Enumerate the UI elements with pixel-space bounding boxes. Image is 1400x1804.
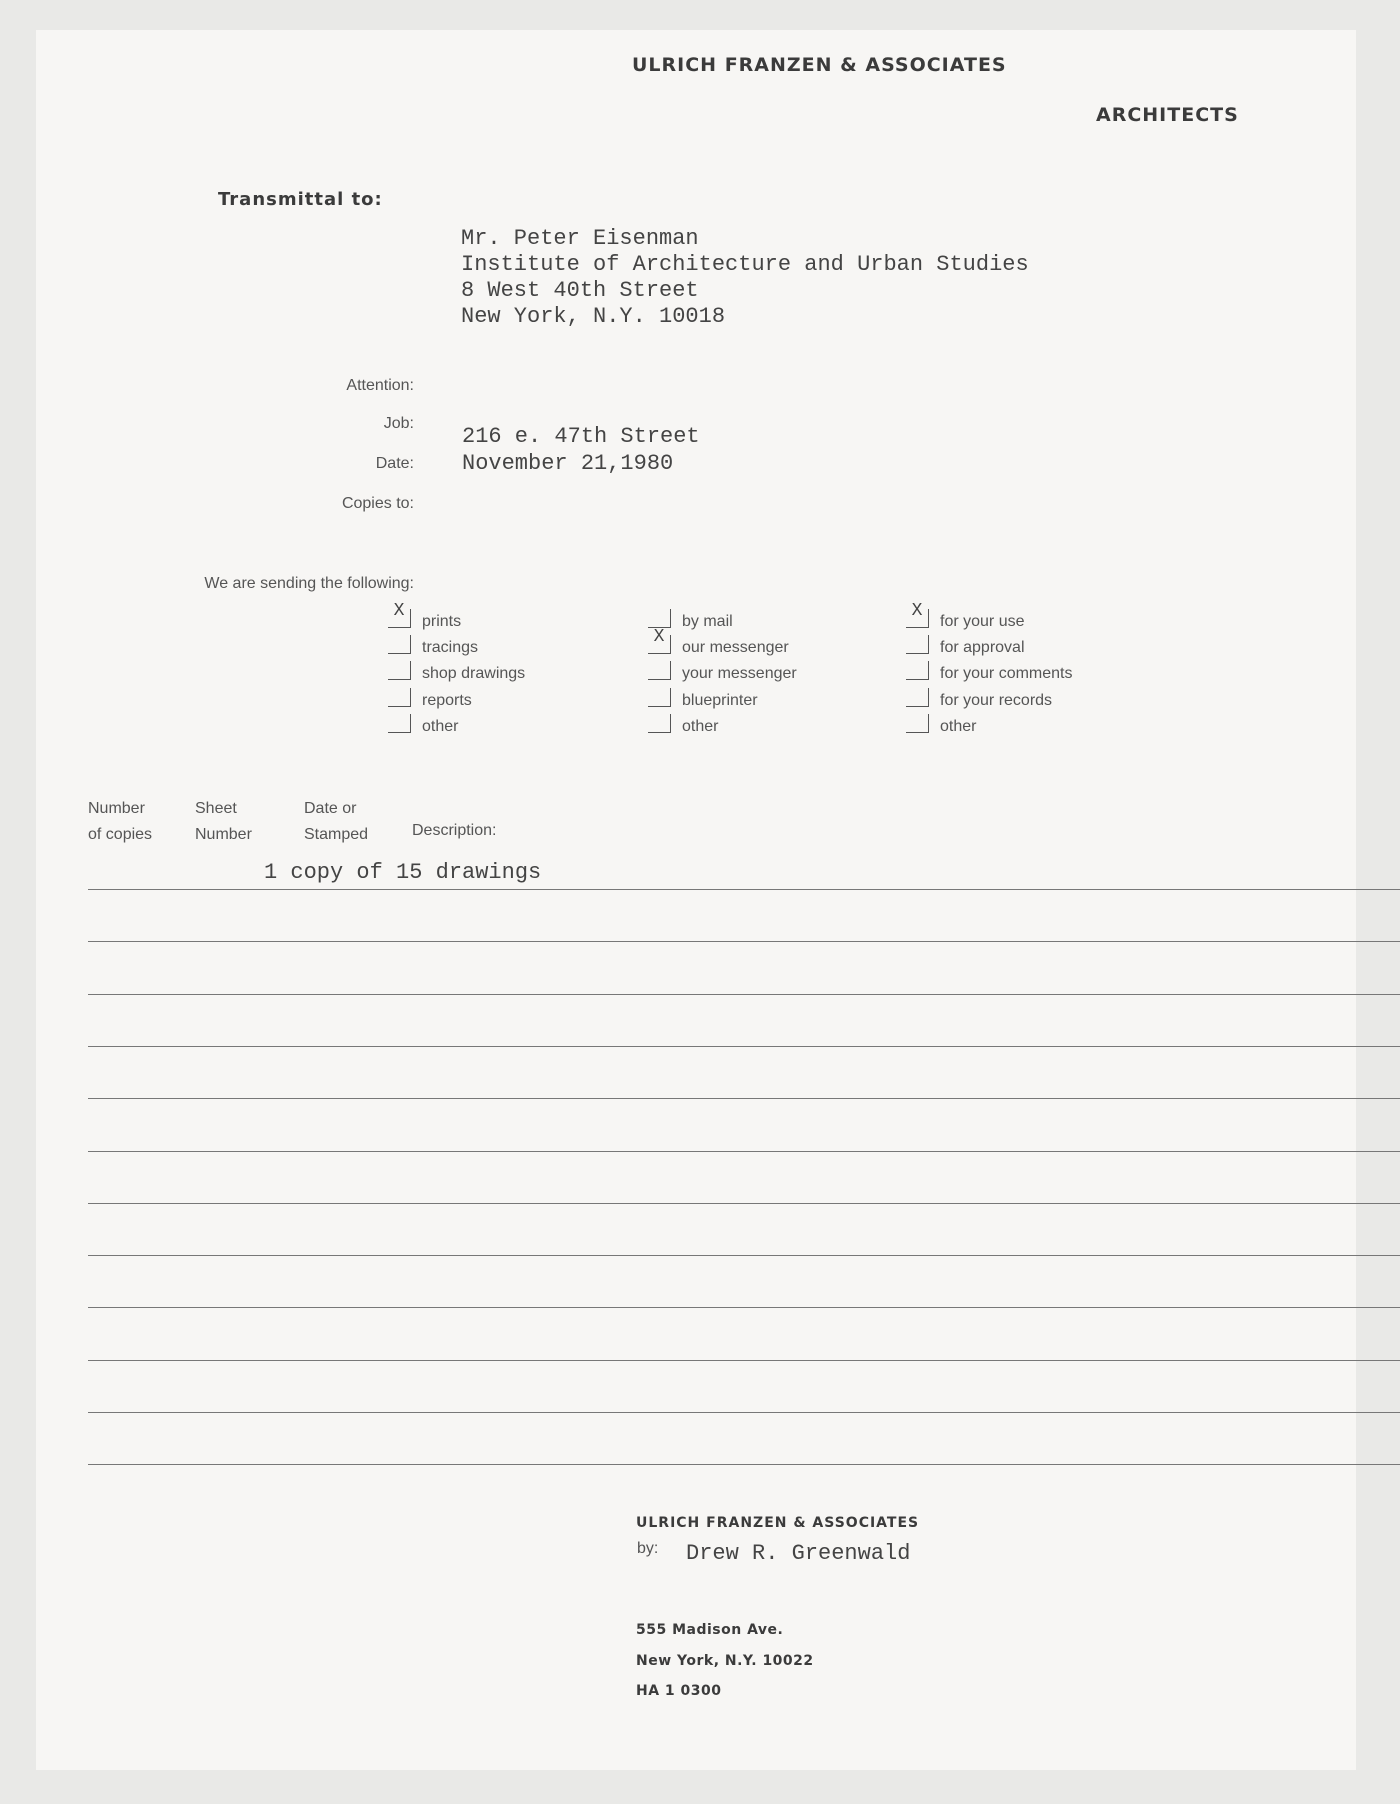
checkbox-mark: X bbox=[653, 627, 665, 647]
address-line: Institute of Architecture and Urban Studies bbox=[461, 252, 1029, 277]
attention-label: Attention: bbox=[346, 377, 414, 394]
ruled-line bbox=[416, 1307, 1400, 1308]
checkbox[interactable] bbox=[906, 714, 929, 733]
address-line: 8 West 40th Street bbox=[461, 278, 699, 303]
checkbox-label: your messenger bbox=[682, 665, 797, 682]
checkbox-label: other bbox=[422, 718, 459, 735]
header-number-of-copies bbox=[88, 796, 152, 848]
ruled-line bbox=[416, 1151, 1400, 1152]
checkbox[interactable] bbox=[906, 688, 929, 707]
checkbox[interactable] bbox=[388, 688, 411, 707]
header-description: Description: bbox=[412, 822, 497, 839]
ruled-line bbox=[416, 1412, 1400, 1413]
checkbox-label: other bbox=[682, 718, 719, 735]
footer-phone: HA 1 0300 bbox=[636, 1683, 722, 1699]
footer-address1: 555 Madison Ave. bbox=[636, 1622, 784, 1638]
profession-header: ARCHITECTS bbox=[1096, 104, 1239, 126]
signature-firm: ULRICH FRANZEN & ASSOCIATES bbox=[636, 1515, 920, 1531]
checkbox-label: tracings bbox=[422, 639, 479, 656]
checkbox-label: other bbox=[940, 718, 977, 735]
checkbox-label: for your use bbox=[940, 613, 1025, 630]
ruled-line bbox=[416, 889, 1400, 890]
firm-name-header: ULRICH FRANZEN & ASSOCIATES bbox=[632, 54, 1007, 76]
checkbox[interactable] bbox=[648, 609, 671, 628]
first-row-text: 1 copy of 15 drawings bbox=[264, 860, 542, 885]
ruled-line bbox=[416, 994, 1400, 995]
checkbox-label: for your comments bbox=[940, 665, 1073, 682]
checkbox-mark: X bbox=[911, 601, 923, 621]
checkbox[interactable] bbox=[388, 661, 411, 680]
checkbox-label: by mail bbox=[682, 613, 733, 630]
document-sheet bbox=[36, 30, 1356, 1770]
checkbox-label: blueprinter bbox=[682, 692, 758, 709]
header-text: Number bbox=[195, 826, 252, 843]
header-sheet-number bbox=[195, 796, 252, 848]
checkbox[interactable] bbox=[648, 688, 671, 707]
date-label: Date: bbox=[375, 455, 414, 472]
checkbox-label: prints bbox=[422, 613, 462, 630]
header-text: Stamped bbox=[304, 826, 369, 843]
header-text: Number bbox=[88, 800, 145, 817]
checkbox[interactable] bbox=[388, 714, 411, 733]
job-label: Job: bbox=[383, 415, 414, 432]
header-date-stamped bbox=[304, 796, 368, 848]
ruled-line bbox=[416, 1046, 1400, 1047]
address-line: New York, N.Y. 10018 bbox=[461, 304, 726, 329]
checkbox-label: for your records bbox=[940, 692, 1053, 709]
copies-to-label: Copies to: bbox=[341, 495, 414, 512]
checkbox-label: our messenger bbox=[682, 639, 789, 656]
checkbox[interactable] bbox=[388, 635, 411, 654]
ruled-line bbox=[416, 1360, 1400, 1361]
sending-label: We are sending the following: bbox=[204, 575, 414, 592]
checkbox-label: reports bbox=[422, 692, 472, 709]
checkbox[interactable] bbox=[906, 661, 929, 680]
footer-address2: New York, N.Y. 10022 bbox=[636, 1653, 814, 1669]
checkbox-mark: X bbox=[393, 601, 405, 621]
checkbox[interactable] bbox=[648, 661, 671, 680]
recipient-address bbox=[461, 226, 1029, 330]
ruled-line bbox=[416, 1464, 1400, 1465]
transmittal-label: Transmittal to: bbox=[218, 189, 383, 210]
header-text: Date or bbox=[304, 800, 357, 817]
signer-name: Drew R. Greenwald bbox=[686, 1541, 911, 1566]
date-value: November 21,1980 bbox=[462, 451, 674, 476]
ruled-line bbox=[416, 1098, 1400, 1099]
checkbox[interactable] bbox=[906, 635, 929, 654]
by-label: by: bbox=[637, 1540, 659, 1557]
ruled-line bbox=[416, 1255, 1400, 1256]
ruled-line bbox=[416, 1203, 1400, 1204]
checkbox[interactable] bbox=[648, 714, 671, 733]
header-text: of copies bbox=[88, 826, 153, 843]
checkbox-label: for approval bbox=[940, 639, 1025, 656]
ruled-line bbox=[416, 941, 1400, 942]
address-line: Mr. Peter Eisenman bbox=[461, 226, 699, 251]
checkbox-label: shop drawings bbox=[422, 665, 526, 682]
header-text: Sheet bbox=[195, 800, 237, 817]
job-value: 216 e. 47th Street bbox=[462, 424, 700, 449]
